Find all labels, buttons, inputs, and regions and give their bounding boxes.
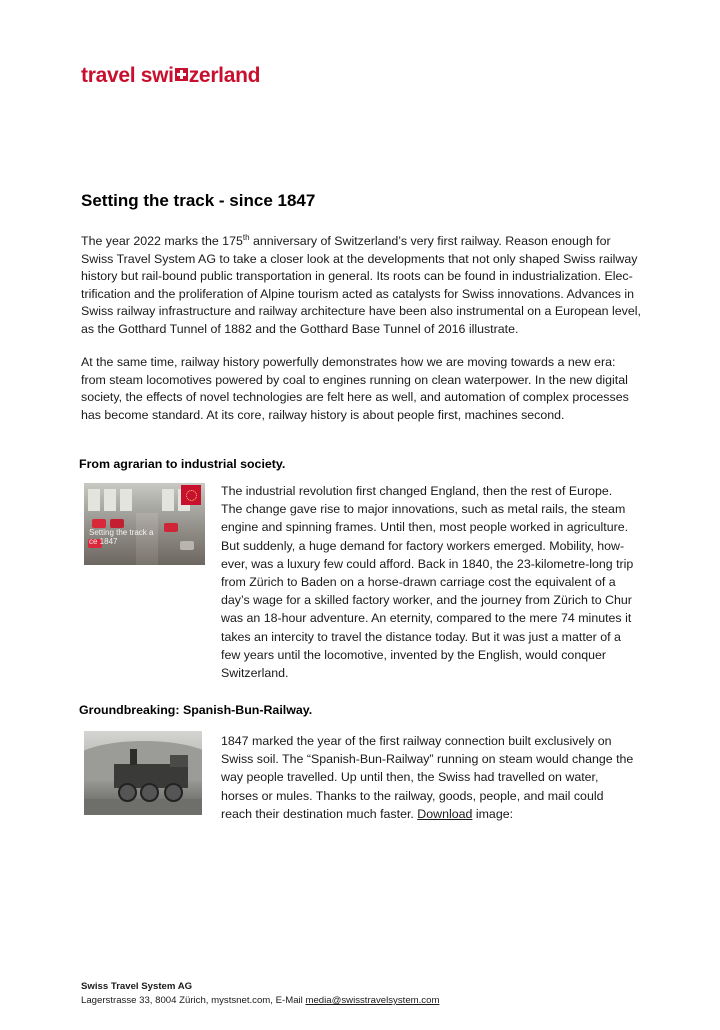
body-line: way people travelled. Up until then, the Swiss had travelled on water,	[221, 770, 599, 785]
body-line: few years until the locomotive, invented by the English, would conquer	[221, 647, 607, 662]
page-title: Setting the track - since 1847	[81, 191, 316, 210]
section-body-industrial	[221, 482, 641, 682]
intro-line: Swiss Travel System AG to take a closer look at the developments that not only shaped Swiss railway	[81, 251, 638, 266]
second-line: has become standard. At its core, railway history is about people first, machines second.	[81, 407, 565, 422]
second-line: from steam locomotives powered by coal to engines running on clean waterpower. In the new digital	[81, 372, 628, 387]
download-link[interactable]: Download	[417, 806, 473, 821]
second-paragraph	[81, 354, 641, 424]
intro-line: Swiss railway infrastructure and railway architecture have been also instrumental on a European level,	[81, 304, 641, 319]
page-footer	[81, 980, 439, 1008]
footer-address: Lagerstrasse 33, 8004 Zürich, mystsnet.com, E-Mail media@swisstravelsystem.com	[81, 995, 440, 1006]
footer-email-link[interactable]: media@swisstravelsystem.com	[305, 995, 440, 1006]
intro-line: history but rail-bound public transportation in general. Its roots can be found in industrialization. Elec-	[81, 269, 633, 284]
image-caption: Setting the track a ce 1847	[89, 528, 154, 546]
footer-company: Swiss Travel System AG	[81, 981, 193, 992]
body-line: horses or mules. Thanks to the railway, goods, people, and mail could	[221, 788, 604, 803]
intro-line: as the Gotthard Tunnel of 1882 and the Gotthard Base Tunnel of 2016 illustrate.	[81, 321, 519, 336]
body-line: Swiss soil. The “Spanish-Bun-Railway” running on steam would change the	[221, 752, 634, 767]
intro-line: The year 2022 marks the 175th anniversary of Switzerland’s very first railway. Reason enough for	[81, 232, 611, 248]
brand-logo	[81, 64, 260, 88]
section-body-railway	[221, 732, 641, 823]
body-line: day’s wage for a skilled factory worker, and the journey from Zürich to Chur	[221, 593, 632, 608]
swiss-cross-icon	[175, 68, 188, 81]
train-interior-image	[84, 483, 205, 565]
body-line: engine and spinning frames. Until then, most people worked in agriculture.	[221, 520, 629, 535]
body-line: The change gave rise to major innovations, such as metal rails, the steam	[221, 502, 626, 517]
intro-paragraph	[81, 233, 641, 339]
body-line: reach their destination much faster. Download image:	[221, 806, 514, 821]
section-heading-industrial: From agrarian to industrial society.	[79, 457, 286, 471]
second-line: society, the effects of novel technologies are felt here as well, and automation of complex processes	[81, 390, 629, 405]
brand-badge-icon	[181, 485, 201, 505]
logo-text-left: travel swi	[81, 64, 174, 87]
body-line: ever, was a luxury few could afford. Back in 1840, the 23-kilometre-long trip	[221, 556, 634, 571]
steam-locomotive-image	[84, 731, 202, 815]
second-line: At the same time, railway history powerfully demonstrates how we are moving towards a new era:	[81, 355, 616, 369]
body-line: The industrial revolution first changed England, then the rest of Europe.	[221, 484, 613, 498]
body-line: 1847 marked the year of the first railway connection built exclusively on	[221, 734, 612, 748]
section-heading-railway: Groundbreaking: Spanish-Bun-Railway.	[79, 703, 313, 717]
body-line: was an 18-hour adventure. An eternity, compared to the mere 74 minutes it	[221, 611, 632, 626]
body-line: takes an intercity to travel the distance today. But it was just a matter of a	[221, 629, 621, 644]
intro-line: trification and the proliferation of Alpine tourism acted as catalysts for Swiss innovations. Advances in	[81, 286, 635, 301]
body-line: But suddenly, a huge demand for factory workers emerged. Mobility, how-	[221, 538, 625, 553]
logo-text-right: zerland	[188, 64, 261, 87]
body-line: Switzerland.	[221, 666, 289, 681]
body-line: from Zürich to Baden on a horse-drawn carriage cost the equivalent of a	[221, 575, 616, 590]
